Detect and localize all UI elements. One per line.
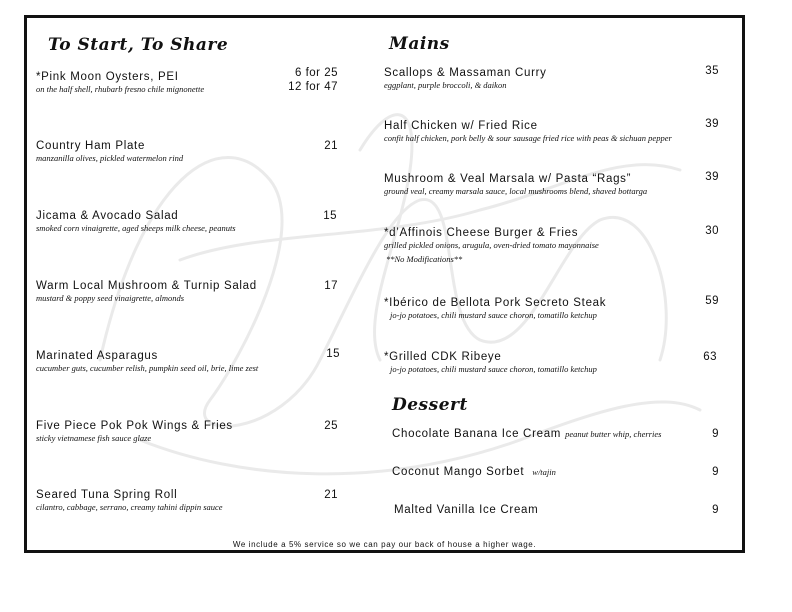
item-description: jo-jo potatoes, chili mustard sauce choron, tomatillo ketchup [390, 364, 597, 374]
service-charge-note: We include a 5% service so we can pay our back of house a higher wage. [232, 540, 537, 549]
item-name: Marinated Asparagus [36, 350, 158, 362]
item-description: mustard & poppy seed vinaigrette, almonds [36, 293, 185, 303]
item-price: 35 [705, 65, 719, 77]
item-name-text: Coconut Mango Sorbet [392, 466, 525, 478]
menu-item [384, 67, 547, 90]
item-description: ground veal, creamy marsala sauce, local mushrooms blend, shaved bottarga [384, 186, 648, 196]
item-price: 30 [705, 225, 719, 237]
item-price: 63 [703, 351, 717, 363]
item-description: sticky vietnamese fish sauce glaze [36, 433, 152, 443]
item-description: eggplant, purple broccoli, & daikon [384, 80, 507, 90]
item-description: smoked corn vinaigrette, aged sheeps milk cheese, peanuts [36, 223, 236, 233]
menu-item [36, 489, 223, 512]
item-name: *d’Affinois Cheese Burger & Fries [384, 227, 579, 239]
item-price: 21 [324, 140, 338, 152]
item-description: peanut butter whip, cherries [565, 429, 662, 439]
item-price: 39 [705, 118, 719, 130]
section-title-dessert: Dessert [392, 395, 468, 415]
item-description: on the half shell, rhubarb fresno chile mignonette [36, 84, 205, 94]
menu-item [384, 173, 647, 196]
item-name: Half Chicken w/ Fried Rice [384, 120, 538, 132]
item-name: Seared Tuna Spring Roll [36, 489, 178, 501]
item-name: Scallops & Massaman Curry [384, 67, 547, 79]
item-price: 9 [712, 466, 719, 478]
item-name [392, 428, 661, 440]
menu-item [392, 466, 556, 478]
item-price: 9 [712, 428, 719, 440]
section-title-starters: To Start, To Share [48, 35, 229, 55]
menu-item [36, 420, 233, 443]
item-description: cilantro, cabbage, serrano, creamy tahini dippin sauce [36, 502, 223, 512]
item-price [288, 66, 338, 94]
menu-item [384, 227, 599, 264]
menu-item [36, 71, 204, 94]
item-price-line: 12 for 47 [288, 81, 338, 93]
item-price: 15 [326, 348, 340, 360]
item-name-text: Chocolate Banana Ice Cream [392, 428, 562, 440]
menu-item [36, 280, 257, 303]
item-price: 21 [324, 489, 338, 501]
item-description: jo-jo potatoes, chili mustard sauce choron, tomatillo ketchup [390, 310, 597, 320]
item-description: cucumber guts, cucumber relish, pumpkin seed oil, brie, lime zest [36, 363, 259, 373]
item-name: Malted Vanilla Ice Cream [394, 504, 539, 516]
menu-item [392, 428, 661, 440]
section-title-mains: Mains [389, 34, 450, 54]
menu-item [394, 504, 538, 516]
item-name: Country Ham Plate [36, 140, 146, 152]
item-description: manzanilla olives, pickled watermelon rind [36, 153, 184, 163]
menu-item [384, 351, 597, 374]
item-name: *Grilled CDK Ribeye [384, 351, 502, 363]
item-price: 9 [712, 504, 719, 516]
item-note: **No Modifications** [386, 254, 463, 264]
menu-item [36, 350, 258, 373]
menu-item [36, 210, 236, 233]
item-price: 17 [324, 280, 338, 292]
item-price: 25 [324, 420, 338, 432]
item-description: w/tajin [532, 467, 556, 477]
item-price: 15 [323, 210, 337, 222]
menu-item [384, 297, 606, 320]
item-price: 59 [705, 295, 719, 307]
item-description: grilled pickled onions, arugula, oven-dried tomato mayonnaise [384, 240, 599, 250]
menu-item [384, 120, 672, 143]
item-price: 39 [705, 171, 719, 183]
item-description: confit half chicken, pork belly & sour sausage fried rice with peas & sichuan pepper [384, 133, 672, 143]
item-name: *Pink Moon Oysters, PEI [36, 71, 179, 83]
item-price-line: 6 for 25 [295, 67, 338, 79]
menu-item [36, 140, 183, 163]
item-name: Warm Local Mushroom & Turnip Salad [36, 280, 257, 292]
item-name: Jicama & Avocado Salad [36, 210, 179, 222]
item-name: Mushroom & Veal Marsala w/ Pasta “Rags” [384, 173, 632, 185]
item-name: *Ibérico de Bellota Pork Secreto Steak [384, 297, 607, 309]
item-name: Five Piece Pok Pok Wings & Fries [36, 420, 233, 432]
item-name [392, 466, 556, 478]
